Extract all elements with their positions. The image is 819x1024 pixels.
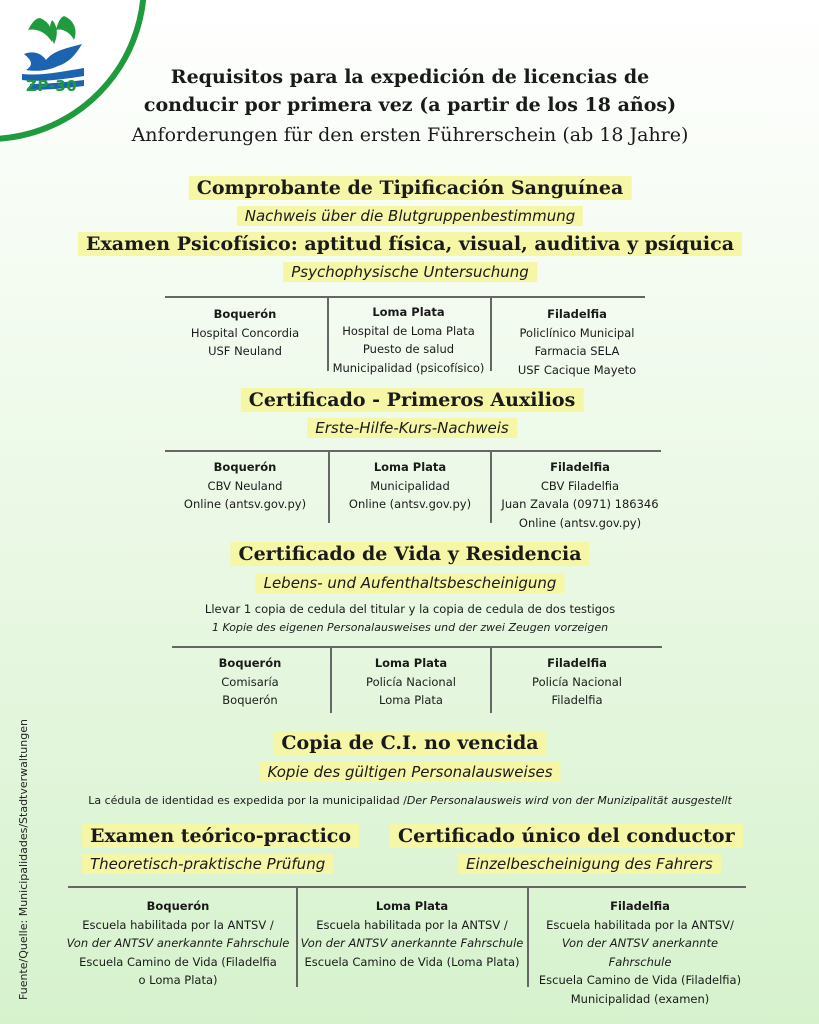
sec2-col-line: Juan Zavala (0971) 186346 xyxy=(501,497,659,511)
sec1-col-line: USF Cacique Mayeto xyxy=(517,362,637,377)
sec5-col-line: Von der ANTSV anerkannte Fahrschule xyxy=(66,936,290,950)
sec5-col-line: Escuela habilitada por la ANTSV / xyxy=(316,917,508,932)
sec1-col-lomaplata xyxy=(327,303,490,377)
sec5-left-heading-de: Theoretisch-praktische Prüfung xyxy=(82,854,333,874)
sec3-col-header: Loma Plata xyxy=(374,656,448,670)
sec4-note xyxy=(88,794,732,807)
sec3-divider xyxy=(172,646,662,648)
sec3-col-boqueron xyxy=(172,654,328,710)
sec2-col-filadelfia xyxy=(492,458,668,532)
sec1-col-header: Filadelfia xyxy=(547,307,607,321)
sec2-col-header: Filadelfia xyxy=(550,460,610,474)
sec3-col-header: Filadelfia xyxy=(547,656,607,670)
sec1-col-line: Puesto de salud xyxy=(362,342,455,356)
sec2-col-lomaplata xyxy=(330,458,490,514)
sec5-right-heading-de: Einzelbescheinigung des Fahrers xyxy=(458,854,721,874)
sec2-col-line: Municipalidad xyxy=(370,478,450,493)
page-title-line2: conducir por primera vez (a partir de los 18 años) xyxy=(143,94,677,116)
sec2-col-header: Boquerón xyxy=(213,460,277,474)
sec2-heading-de: Erste-Hilfe-Kurs-Nachweis xyxy=(307,418,517,438)
sec1-col-filadelfia xyxy=(492,305,662,379)
sec5-col-line: Escuela habilitada por la ANTSV/ xyxy=(546,917,734,932)
sec2-col-boqueron xyxy=(165,458,325,514)
sec5-col-header: Boquerón xyxy=(146,899,210,913)
sec4-heading-de: Kopie des gültigen Personalausweises xyxy=(259,762,560,782)
sec5-col-line: Escuela Camino de Vida (Loma Plata) xyxy=(304,954,520,969)
sec2-divider xyxy=(165,450,661,452)
sec1-col-line: Hospital de Loma Plata xyxy=(342,323,475,338)
sec3-col-lomaplata xyxy=(332,654,490,710)
sec3-heading-de: Lebens- und Aufenthaltsbescheinigung xyxy=(256,573,565,593)
page-subtitle-de: Anforderungen für den ersten Führerschein (ab 18 Jahre) xyxy=(131,124,689,146)
sec2-heading-es: Certificado - Primeros Auxilios xyxy=(241,388,584,412)
sec1-col-header: Boquerón xyxy=(213,307,277,321)
sec5-col-line: Municipalidad (examen) xyxy=(570,991,710,1006)
sec5-col-line: Escuela Camino de Vida (Filadelfia xyxy=(79,954,277,969)
sec3-col-filadelfia xyxy=(492,654,662,710)
sec5-col-header: Filadelfia xyxy=(610,899,670,913)
sec1-col-line: Hospital Concordia xyxy=(190,325,300,340)
sec1-col-boqueron xyxy=(165,305,325,361)
sec1-heading-de-a: Nachweis über die Blutgruppenbestimmung xyxy=(237,206,583,226)
sec3-col-line: Filadelfia xyxy=(551,693,603,707)
sec1-col-line: USF Neuland xyxy=(208,344,282,358)
sec5-col-line: Escuela Camino de Vida (Filadelfia) xyxy=(538,973,742,987)
sec3-col-line: Loma Plata xyxy=(379,693,443,707)
sec1-col-header: Loma Plata xyxy=(372,305,445,319)
sec5-col-filadelfia xyxy=(529,897,751,1008)
sec2-col-header: Loma Plata xyxy=(373,460,447,474)
sec1-heading-es-b: Examen Psicofísico: aptitud física, visual, auditiva y psíquica xyxy=(78,232,742,256)
sec4-note-es: La cédula de identidad es expedida por la municipalidad / xyxy=(88,794,407,807)
sec2-col-line: Online (antsv.gov.py) xyxy=(348,497,472,511)
sec5-col-line: Von der ANTSV anerkannte Fahrschule xyxy=(561,936,719,969)
sec3-col-line: Policía Nacional xyxy=(366,674,456,689)
sec5-right-heading-es: Certificado único del conductor xyxy=(390,824,743,848)
sec1-col-line: Farmacia SELA xyxy=(534,344,620,358)
sec5-col-boqueron xyxy=(60,897,296,990)
sec5-col-header: Loma Plata xyxy=(375,899,449,913)
sec3-note-de: 1 Kopie des eigenen Personalausweises und der zwei Zeugen vorzeigen xyxy=(211,621,609,634)
sec2-col-line: CBV Filadelfia xyxy=(540,478,620,493)
sec2-col-line: CBV Neuland xyxy=(207,478,283,493)
sec1-divider xyxy=(165,296,645,298)
sec5-left-heading-es: Examen teórico-practico xyxy=(82,824,359,848)
sec5-col-line: Von der ANTSV anerkannte Fahrschule xyxy=(300,936,524,950)
sec3-col-header: Boquerón xyxy=(218,656,282,670)
sec4-note-de: Der Personalausweis wird von der Munizipalität ausgestellt xyxy=(406,794,732,807)
page-title-line1: Requisitos para la expedición de licencias de xyxy=(170,66,650,88)
sec4-heading-es: Copia de C.I. no vencida xyxy=(273,731,546,755)
sec3-col-line: Boquerón xyxy=(222,693,278,707)
sec3-note-es: Llevar 1 copia de cedula del titular y la copia de cedula de dos testigos xyxy=(204,602,616,616)
sec3-col-line: Comisaría xyxy=(221,674,279,689)
sec5-col-lomaplata xyxy=(298,897,526,971)
sec5-divider xyxy=(68,886,746,888)
sec3-heading-es: Certificado de Vida y Residencia xyxy=(230,542,589,566)
logo-text: ZP-30 xyxy=(26,77,78,95)
sec2-col-line: Online (antsv.gov.py) xyxy=(183,497,307,511)
sec1-heading-de-b: Psychophysische Untersuchung xyxy=(283,262,537,282)
source-note: Fuente/Quelle: Municipalidades/Stadtverwaltungen xyxy=(17,719,30,1000)
sec5-col-line: Escuela habilitada por la ANTSV / xyxy=(82,917,274,932)
sec5-col-line: o Loma Plata) xyxy=(138,973,218,987)
sec1-heading-es-a: Comprobante de Tipificación Sanguínea xyxy=(189,176,632,200)
sec3-col-line: Policía Nacional xyxy=(532,674,622,689)
sec2-col-line: Online (antsv.gov.py) xyxy=(518,515,642,530)
sec1-col-line: Policlínico Municipal xyxy=(519,325,635,340)
sec1-col-line: Municipalidad (psicofísico) xyxy=(332,360,485,375)
